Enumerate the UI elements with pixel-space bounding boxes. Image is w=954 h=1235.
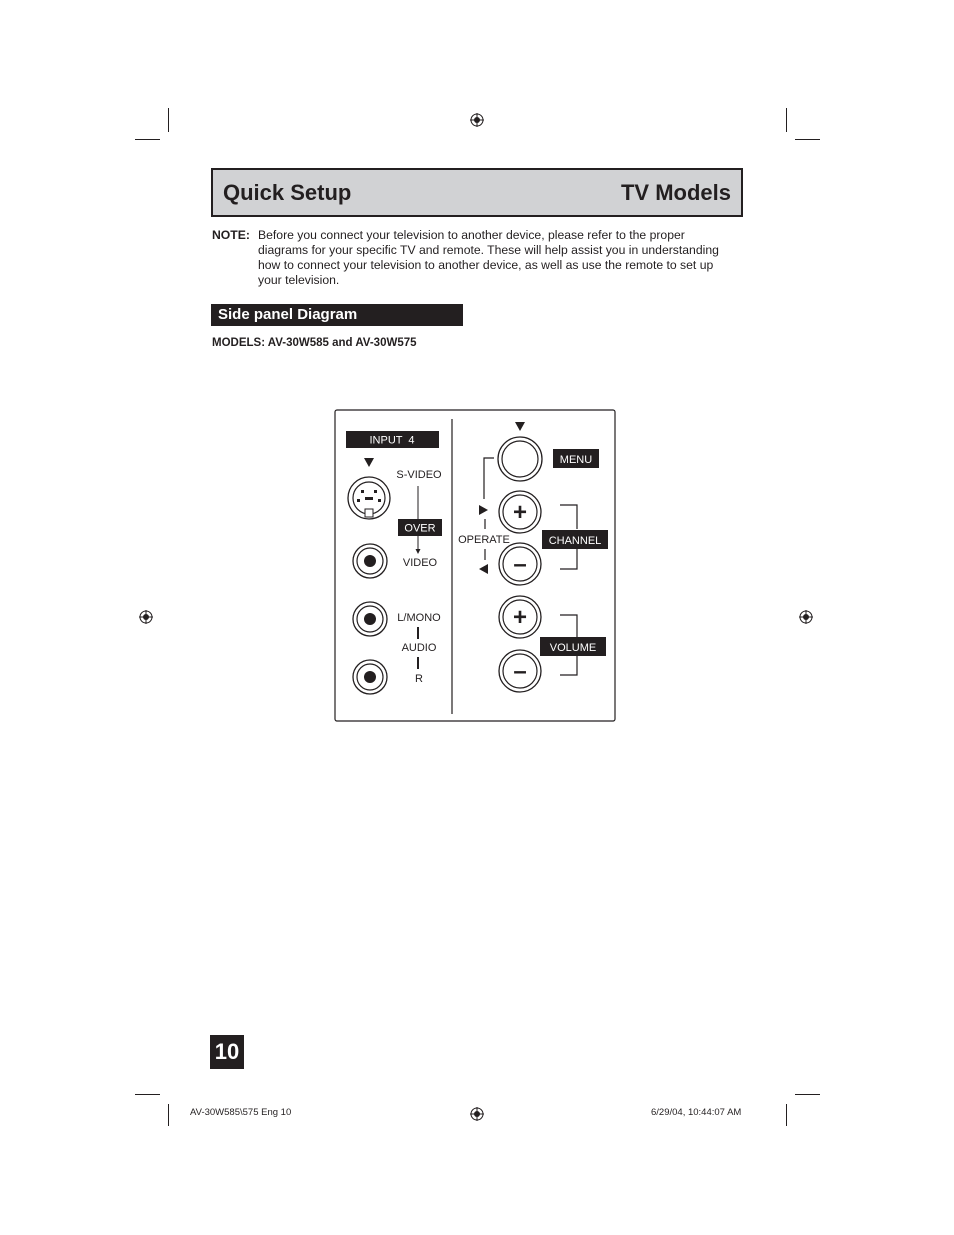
section-title: Side panel Diagram <box>218 306 358 323</box>
r-jack <box>353 660 387 694</box>
video-jack <box>353 544 387 578</box>
page-header <box>211 168 743 217</box>
volume-down-button[interactable] <box>499 650 541 692</box>
volume-label: VOLUME <box>549 642 597 654</box>
header-subtitle: TV Models <box>620 180 731 205</box>
over-label: OVER <box>404 522 436 535</box>
plus-icon: + <box>512 604 528 631</box>
registration-mark-icon <box>470 1107 484 1121</box>
crop-mark <box>135 139 160 140</box>
r-label: R <box>415 673 423 685</box>
crop-mark <box>786 1104 787 1126</box>
registration-mark-icon <box>470 113 484 127</box>
page-number: 10 <box>210 1035 244 1069</box>
crop-mark <box>795 1094 820 1095</box>
note-label: NOTE: <box>212 228 250 242</box>
side-panel-diagram <box>334 409 616 723</box>
crop-mark <box>135 1094 160 1095</box>
channel-up-button[interactable] <box>499 491 541 533</box>
models-line: MODELS: AV-30W585 and AV-30W575 <box>212 337 417 349</box>
footer-timestamp: 6/29/04, 10:44:07 AM <box>651 1107 742 1118</box>
minus-icon: – <box>513 551 527 578</box>
note-text: Before you connect your television to another device, please refer to the proper diagrams for your specific TV and remote. These will help assist you in understanding how to connect your television to another device, as well as use the remote to set up your television. <box>258 228 719 287</box>
volume-up-button[interactable] <box>499 596 541 638</box>
s-video-label: S-VIDEO <box>396 469 442 481</box>
s-video-jack <box>348 477 390 519</box>
footer-file-info: AV-30W585\575 Eng 10 <box>190 1107 292 1118</box>
channel-down-button[interactable] <box>499 543 541 585</box>
channel-label: CHANNEL <box>548 535 602 547</box>
menu-button[interactable] <box>498 437 542 481</box>
l-mono-jack <box>353 602 387 636</box>
registration-mark-icon <box>139 610 153 624</box>
minus-icon: – <box>513 658 527 685</box>
crop-mark <box>168 1104 169 1126</box>
operate-label: OPERATE <box>458 534 510 546</box>
header-title: Quick Setup <box>223 180 352 205</box>
registration-mark-icon <box>799 610 813 624</box>
l-mono-label: L/MONO <box>397 612 441 624</box>
crop-mark <box>786 108 787 132</box>
section-heading <box>211 304 463 326</box>
audio-label: AUDIO <box>401 642 437 654</box>
menu-label: MENU <box>559 454 593 466</box>
crop-mark <box>168 108 169 132</box>
video-label: VIDEO <box>402 557 438 569</box>
input-label: INPUT 4 <box>369 434 415 447</box>
plus-icon: + <box>512 499 528 526</box>
crop-mark <box>795 139 820 140</box>
